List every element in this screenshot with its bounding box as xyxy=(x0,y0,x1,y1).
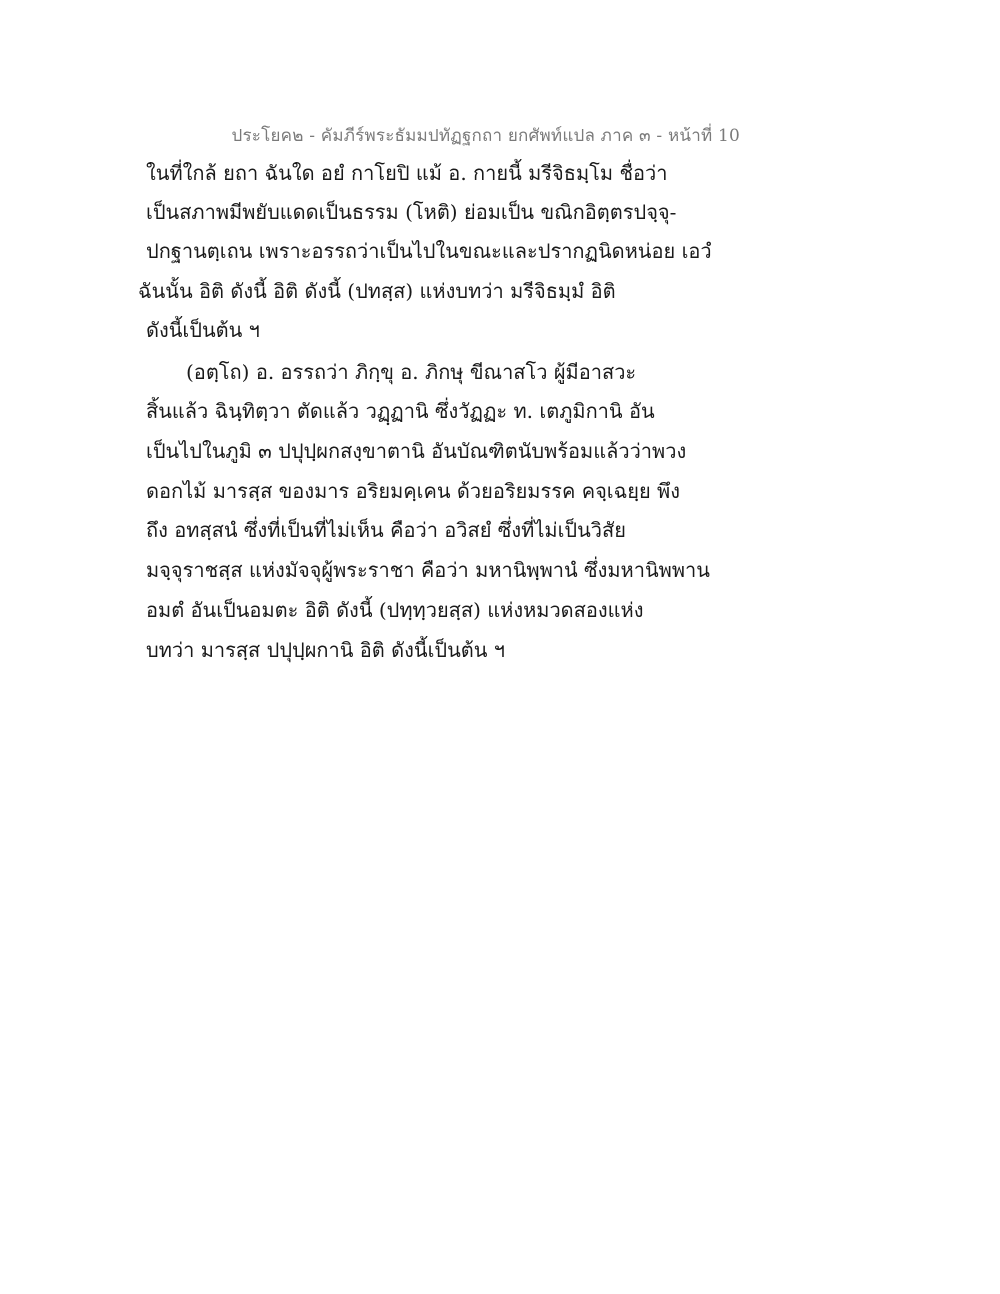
text-line: ในที่ใกล้ ยถา ฉันใด อยํ กาโยปิ แม้ อ. กายนี้ มรีจิธมฺโม ชื่อว่า xyxy=(146,161,668,185)
page-header: ประโยค๒ - คัมภีร์พระธัมมปทัฏฐกถา ยกศัพท์แปล ภาค ๓ - หน้าที่ 10 xyxy=(231,126,740,146)
text-line: บทว่า มารสฺส ปปุปฺผกานิ อิติ ดังนี้เป็นต้น ฯ xyxy=(146,638,506,662)
text-line: สิ้นแล้ว ฉินฺทิตฺวา ตัดแล้ว วฏฺฏานิ ซึ่งวัฏฏะ ท. เตภูมิกานิ อัน xyxy=(146,399,655,423)
text-line: ถึง อทสฺสนํ ซึ่งที่เป็นที่ไม่เห็น คือว่า อวิสยํ ซึ่งที่ไม่เป็นวิสัย xyxy=(146,518,626,542)
text-line: เป็นไปในภูมิ ๓ ปปุปฺผกสงฺขาตานิ อันบัณฑิตนับพร้อมแล้วว่าพวง xyxy=(146,439,687,463)
text-line: อมตํ อันเป็นอมตะ อิติ ดังนี้ (ปทฺทฺวยสฺส) แห่งหมวดสองแห่ง xyxy=(146,598,644,622)
text-line: มจฺจุราชสฺส แห่งมัจจุผู้พระราชา คือว่า มหานิพฺพานํ ซึ่งมหานิพพาน xyxy=(146,558,710,582)
text-line: ดอกไม้ มารสฺส ของมาร อริยมคฺเคน ด้วยอริยมรรค คจฺเฉยฺย พึง xyxy=(146,479,680,503)
text-line: ปกฐานตฺเถน เพราะอรรถว่าเป็นไปในขณะและปรากฏนิดหน่อย เอวํ xyxy=(146,239,712,263)
text-line: ฉันนั้น อิติ ดังนี้ อิติ ดังนี้ (ปทสฺส) แห่งบทว่า มรีจิธมฺมํ อิติ xyxy=(138,279,616,303)
text-line: (อตฺโถ) อ. อรรถว่า ภิกฺขุ อ. ภิกษุ ขีณาสโว ผู้มีอาสวะ xyxy=(186,360,637,384)
text-line: ดังนี้เป็นต้น ฯ xyxy=(146,318,260,342)
text-line: เป็นสภาพมีพยับแดดเป็นธรรม (โหติ) ย่อมเป็น ขณิกอิตฺตรปจฺจุ- xyxy=(146,200,677,224)
